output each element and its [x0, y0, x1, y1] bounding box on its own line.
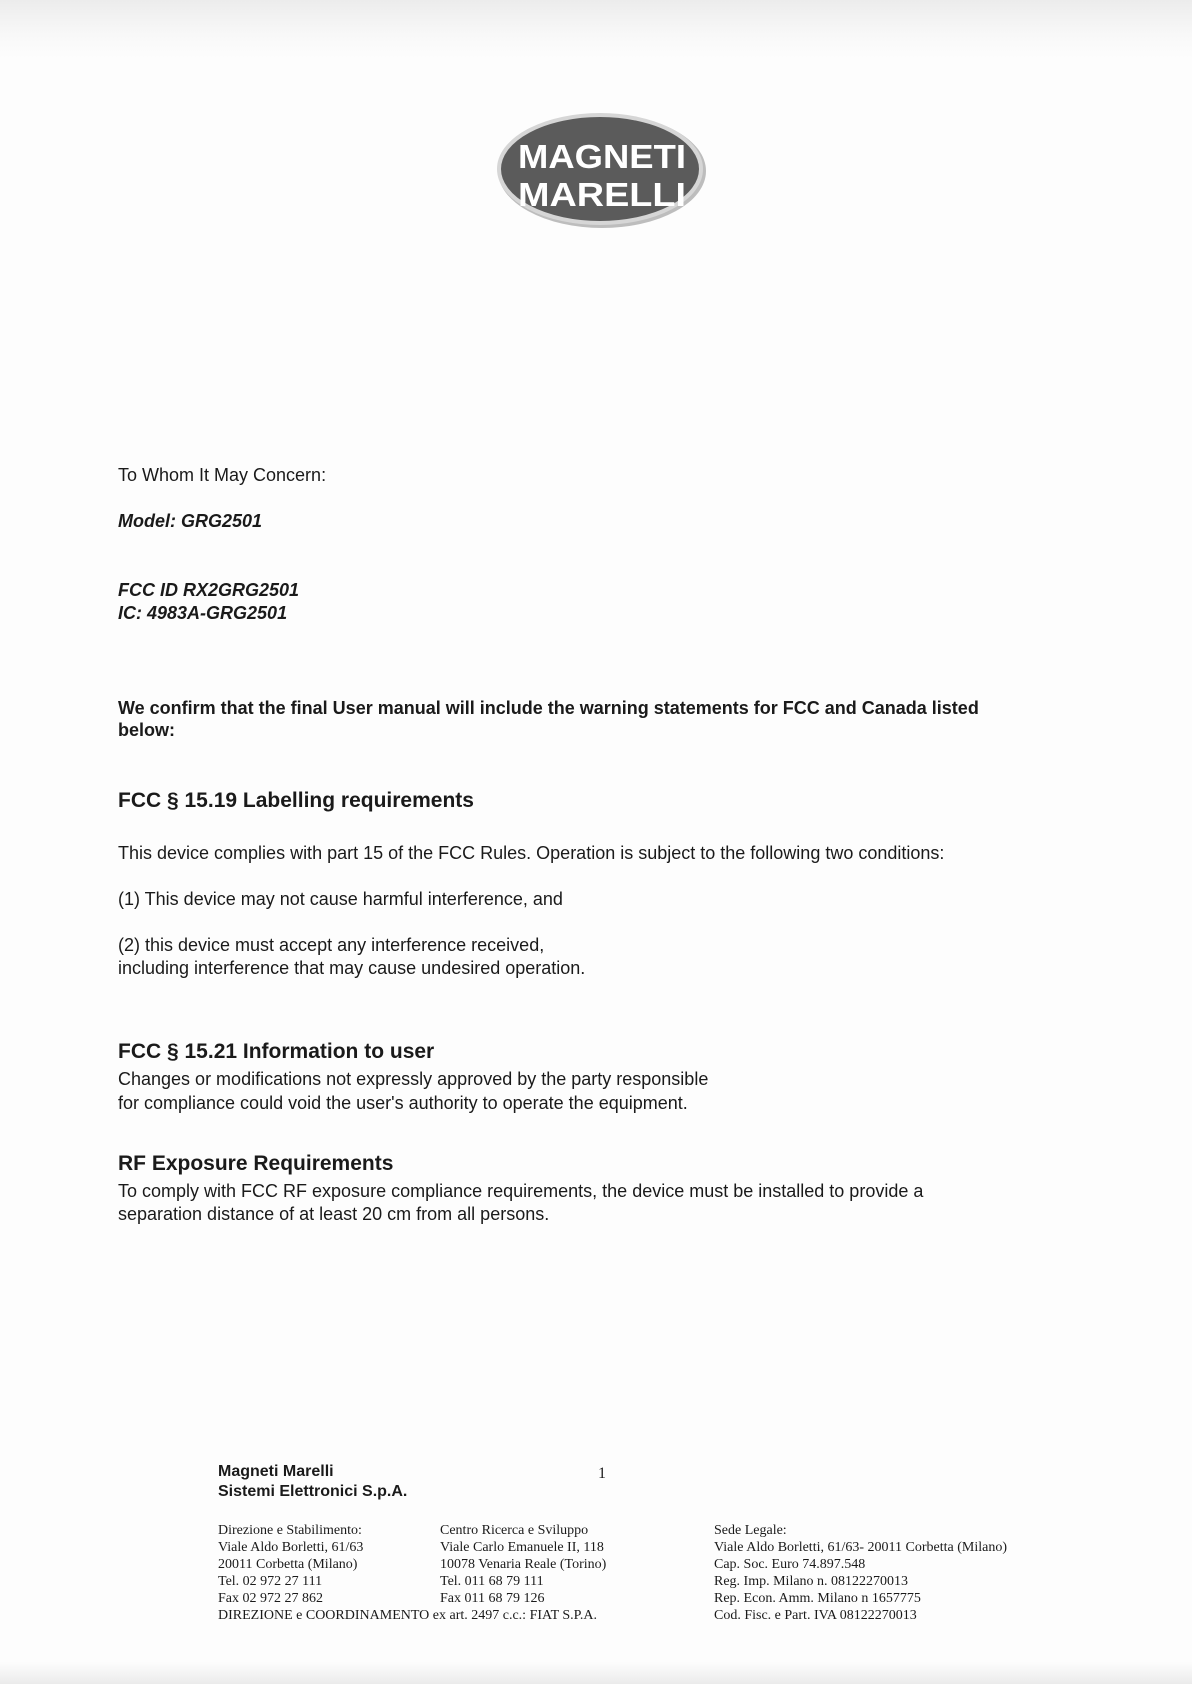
scan-shadow-bottom [0, 1662, 1192, 1684]
footer-legal-line: Viale Aldo Borletti, 61/63- 20011 Corbetta (Milano) [714, 1540, 1007, 1555]
footer-rd-line: Tel. 011 68 79 111 [440, 1574, 544, 1589]
footer-hq-line: 20011 Corbetta (Milano) [218, 1557, 358, 1572]
labelling-intro: This device complies with part 15 of the FCC Rules. Operation is subject to the following two conditions: [118, 843, 945, 863]
footer-rd-line: Viale Carlo Emanuele II, 118 [440, 1540, 604, 1555]
condition-2-line-1: (2) this device must accept any interference received, [118, 935, 545, 955]
footer-hq-line: Fax 02 972 27 862 [218, 1591, 323, 1606]
salutation: To Whom It May Concern: [118, 465, 327, 485]
condition-1: (1) This device may not cause harmful interference, and [118, 889, 563, 909]
rf-exposure-heading: RF Exposure Requirements [118, 1152, 394, 1175]
confirm-statement-line-1: We confirm that the final User manual will include the warning statements for FCC and Canada listed [118, 698, 979, 718]
footer-headquarters [218, 1522, 363, 1607]
logo-line-2: MARELLI [518, 176, 686, 213]
labelling-heading: FCC § 15.19 Labelling requirements [118, 789, 474, 812]
logo-line-1: MAGNETI [518, 138, 686, 175]
footer-hq-line: Direzione e Stabilimento: [218, 1523, 362, 1538]
rf-exposure-line-2: separation distance of at least 20 cm from all persons. [118, 1204, 550, 1224]
footer-hq-line: Tel. 02 972 27 111 [218, 1574, 323, 1589]
footer-company-line-2: Sistemi Elettronici S.p.A. [218, 1483, 408, 1500]
condition-2-line-2: including interference that may cause undesired operation. [118, 958, 586, 978]
footer-research-center [440, 1522, 606, 1607]
footer-company-line-1: Magneti Marelli [218, 1463, 334, 1480]
footer-legal-line: Sede Legale: [714, 1523, 787, 1538]
magneti-marelli-logo [496, 112, 708, 230]
fcc-id: FCC ID RX2GRG2501 [118, 580, 300, 600]
ic-number: IC: 4983A-GRG2501 [118, 603, 288, 623]
scan-shadow-top [0, 0, 1192, 58]
footer-rd-line: Fax 011 68 79 126 [440, 1591, 545, 1606]
footer-legal-line: Rep. Econ. Amm. Milano n 1657775 [714, 1591, 921, 1606]
confirm-statement-line-2: below: [118, 720, 175, 740]
rf-exposure-line-1: To comply with FCC RF exposure compliance requirements, the device must be installed to provide a [118, 1181, 924, 1201]
footer-legal-line: Cod. Fisc. e Part. IVA 08122270013 [714, 1608, 917, 1623]
footer-legal-line: Reg. Imp. Milano n. 08122270013 [714, 1574, 909, 1589]
information-heading: FCC § 15.21 Information to user [118, 1040, 435, 1063]
footer-registered-office [714, 1522, 1007, 1624]
information-line-2: for compliance could void the user's authority to operate the equipment. [118, 1093, 688, 1113]
footer-legal-line: Cap. Soc. Euro 74.897.548 [714, 1557, 866, 1572]
footer-rd-line: Centro Ricerca e Sviluppo [440, 1523, 589, 1538]
footer-direction-line: DIREZIONE e COORDINAMENTO ex art. 2497 c.c.: FIAT S.P.A. [218, 1608, 598, 1623]
model-number: Model: GRG2501 [118, 511, 263, 531]
footer-rd-line: 10078 Venaria Reale (Torino) [440, 1557, 607, 1572]
information-line-1: Changes or modifications not expressly approved by the party responsible [118, 1069, 709, 1089]
footer-hq-line: Viale Aldo Borletti, 61/63 [218, 1540, 364, 1555]
page-number: 1 [598, 1465, 606, 1482]
